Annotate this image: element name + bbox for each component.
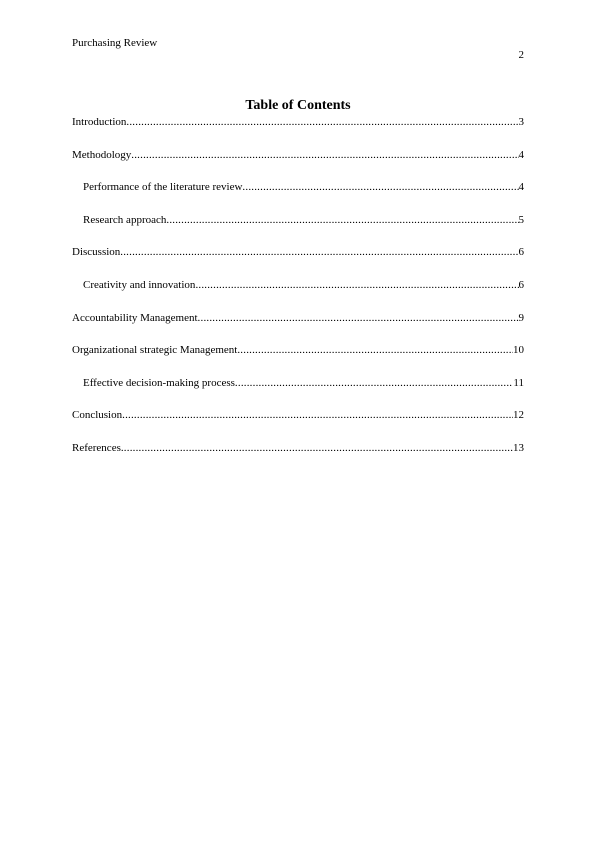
dot-leader [198, 312, 519, 325]
dot-leader [166, 214, 518, 227]
toc-entry-page: 6 [518, 278, 524, 291]
toc-entry-page: 4 [518, 181, 524, 194]
dot-leader [126, 116, 518, 129]
toc-entry-accountability-management[interactable] [72, 312, 524, 325]
toc-entry-discussion[interactable] [72, 246, 524, 259]
toc-entry-page: 12 [513, 409, 524, 422]
toc-entry-label: Conclusion [72, 409, 123, 422]
toc-entry-performance-literature-review[interactable] [72, 181, 524, 194]
dot-leader [242, 181, 518, 194]
toc-entry-label: Effective decision-making process [83, 376, 235, 389]
toc-entry-introduction[interactable] [72, 116, 524, 129]
toc-entry-page: 13 [513, 441, 524, 454]
toc-entry-references[interactable] [72, 442, 524, 455]
toc-entry-label: Discussion [72, 246, 121, 259]
toc-entry-methodology[interactable] [72, 149, 524, 162]
dot-leader [131, 149, 518, 162]
toc-entry-page: 11 [513, 376, 524, 389]
toc-entry-conclusion[interactable] [72, 409, 524, 422]
dot-leader [122, 409, 513, 422]
toc-entry-effective-decision-making[interactable] [72, 377, 524, 390]
dot-leader [121, 442, 513, 455]
toc-entry-page: 9 [518, 311, 524, 324]
toc-entry-label: Performance of the literature review [83, 181, 243, 194]
toc-entry-creativity-innovation[interactable] [72, 279, 524, 292]
dot-leader [195, 279, 518, 292]
toc-entry-organizational-strategic-management[interactable] [72, 344, 524, 357]
toc-entry-label: Organizational strategic Management [72, 344, 238, 357]
toc-title: Table of Contents [245, 98, 351, 113]
toc-entry-page: 3 [518, 116, 524, 128]
toc-entry-page: 6 [518, 246, 524, 259]
page-number: 2 [518, 49, 524, 61]
dot-leader [237, 344, 513, 357]
toc-entry-label: Creativity and innovation [83, 278, 196, 291]
toc-entry-research-approach[interactable] [72, 214, 524, 227]
toc-entry-label: Research approach [83, 213, 167, 226]
toc-entry-label: References [72, 441, 121, 454]
toc-entry-page: 5 [518, 213, 524, 226]
table-of-contents [72, 116, 524, 475]
toc-entry-label: Accountability Management [72, 311, 198, 324]
toc-entry-label: Methodology [72, 148, 132, 161]
running-head: Purchasing Review [72, 37, 158, 49]
toc-entry-page: 10 [513, 344, 524, 357]
toc-entry-page: 4 [518, 148, 524, 161]
dot-leader [235, 377, 513, 390]
toc-entry-label: Introduction [72, 116, 127, 128]
dot-leader [120, 246, 518, 259]
